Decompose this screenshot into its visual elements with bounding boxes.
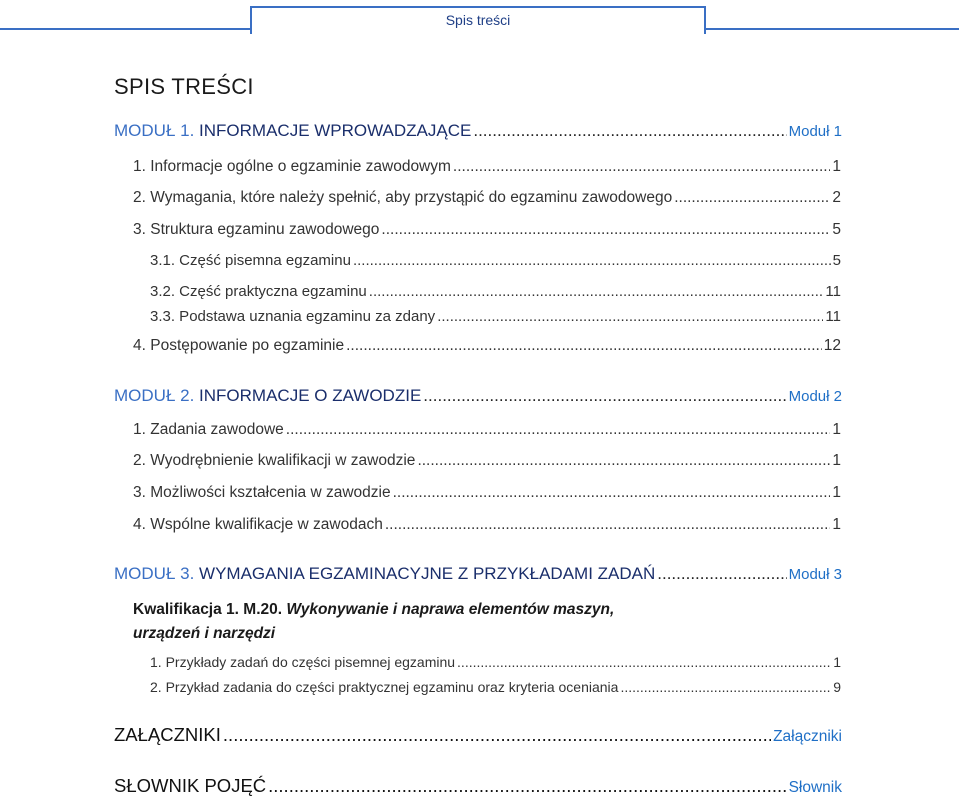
- qualification-name-2: urządzeń i narzędzi: [133, 625, 276, 642]
- toc-entry-label: 3. Możliwości kształcenia w zawodzie: [133, 484, 391, 501]
- toc-entry-label: 3.3. Podstawa uznania egzaminu za zdany: [150, 308, 436, 325]
- leader-dots: [473, 121, 786, 141]
- toc-entry-page: 1: [832, 452, 841, 469]
- toc-entry-page: 5: [832, 252, 841, 269]
- leader-dots: [353, 252, 831, 269]
- module-page-ref: Moduł 1: [788, 123, 842, 140]
- toc-entry-label: 2. Przykład zadania do części praktycznej egzaminu oraz kryteria oceniania: [150, 679, 619, 695]
- module-title: INFORMACJE WPROWADZAJĄCE: [199, 121, 472, 140]
- toc-entry[interactable]: [133, 516, 841, 534]
- module-page-ref: Moduł 2: [788, 388, 842, 405]
- leader-dots: [674, 189, 830, 207]
- leader-dots: [346, 337, 822, 355]
- toc-entry[interactable]: [150, 283, 841, 300]
- page-title: SPIS TREŚCI: [114, 74, 254, 99]
- leader-dots: [381, 221, 830, 239]
- qualification-heading: [133, 598, 614, 646]
- toc-entry[interactable]: [133, 189, 841, 207]
- leader-dots: [286, 421, 831, 439]
- module-number: MODUŁ 1.: [114, 121, 195, 140]
- module-title: INFORMACJE O ZAWODZIE: [199, 386, 422, 405]
- toc-entry[interactable]: [150, 252, 841, 269]
- toc-entry-label: 3.1. Część pisemna egzaminu: [150, 252, 351, 269]
- appendix-label: ZAŁĄCZNIKI: [114, 724, 221, 745]
- glossary-label: SŁOWNIK POJĘĆ: [114, 775, 267, 796]
- toc-entry[interactable]: [133, 452, 841, 470]
- toc-glossary[interactable]: [114, 775, 842, 797]
- module-title: WYMAGANIA EGZAMINACYJNE Z PRZYKŁADAMI ZADAŃ: [199, 564, 656, 583]
- header-rule-left: [0, 28, 250, 30]
- toc-entry-label: 2. Wyodrębnienie kwalifikacji w zawodzie: [133, 452, 416, 469]
- leader-dots: [423, 386, 786, 406]
- toc-entry-page: 2: [832, 189, 841, 206]
- toc-entry-label: 3.2. Część praktyczna egzaminu: [150, 283, 367, 300]
- toc-entry-label: 4. Wspólne kwalifikacje w zawodach: [133, 516, 383, 533]
- leader-dots: [657, 564, 786, 584]
- toc-entry-label: 4. Postępowanie po egzaminie: [133, 337, 345, 354]
- toc-module-2[interactable]: [114, 386, 842, 406]
- toc-entry-page: 11: [825, 308, 841, 325]
- toc-entry-label: 1. Zadania zawodowe: [133, 421, 284, 438]
- module-number: MODUŁ 2.: [114, 386, 195, 405]
- toc-entry[interactable]: [150, 679, 841, 695]
- toc-entry-label: 3. Struktura egzaminu zawodowego: [133, 221, 380, 238]
- leader-dots: [385, 516, 831, 534]
- leader-dots: [393, 484, 831, 502]
- toc-entry[interactable]: [150, 308, 841, 325]
- leader-dots: [620, 679, 831, 695]
- leader-dots: [457, 654, 831, 670]
- toc-entry[interactable]: [150, 654, 841, 670]
- toc-entry[interactable]: [133, 337, 841, 355]
- toc-entry-label: 1. Informacje ogólne o egzaminie zawodowym: [133, 158, 451, 175]
- appendix-page-ref: Załączniki: [773, 728, 842, 745]
- toc-entry-label: 1. Przykłady zadań do części pisemnej egzaminu: [150, 654, 456, 670]
- qualification-prefix: Kwalifikacja 1. M.20.: [133, 601, 283, 618]
- toc-entry-page: 5: [832, 221, 841, 238]
- toc-entry[interactable]: [133, 221, 841, 239]
- leader-dots: [417, 452, 830, 470]
- toc-entry-page: 9: [833, 679, 841, 695]
- qualification-name-1: Wykonywanie i naprawa elementów maszyn,: [286, 601, 615, 618]
- header-rule-right: [706, 28, 959, 30]
- module-number: MODUŁ 3.: [114, 564, 195, 583]
- module-page-ref: Moduł 3: [788, 566, 842, 583]
- toc-entry-page: 11: [825, 283, 841, 300]
- toc-appendix[interactable]: [114, 724, 842, 746]
- qualification-line-1: [133, 598, 614, 622]
- qualification-line-2: [133, 622, 614, 646]
- toc-entry[interactable]: [133, 421, 841, 439]
- leader-dots: [268, 775, 786, 797]
- toc-entry-page: 1: [832, 158, 841, 175]
- toc-module-1[interactable]: [114, 121, 842, 141]
- toc-module-3[interactable]: [114, 564, 842, 584]
- leader-dots: [369, 283, 824, 300]
- toc-entry-label: 2. Wymagania, które należy spełnić, aby przystąpić do egzaminu zawodowego: [133, 189, 673, 206]
- leader-dots: [453, 158, 830, 176]
- toc-entry-page: 1: [832, 516, 841, 533]
- toc-entry-page: 1: [832, 421, 841, 438]
- toc-entry-page: 12: [823, 337, 841, 354]
- leader-dots: [437, 308, 823, 325]
- header-tab: [250, 6, 706, 34]
- toc-entry[interactable]: [133, 484, 841, 502]
- leader-dots: [223, 724, 771, 746]
- toc-entry-page: 1: [833, 654, 841, 670]
- toc-entry-page: 1: [832, 484, 841, 501]
- glossary-page-ref: Słownik: [788, 779, 842, 796]
- toc-entry[interactable]: [133, 158, 841, 176]
- header-tab-label: Spis treści: [445, 12, 511, 28]
